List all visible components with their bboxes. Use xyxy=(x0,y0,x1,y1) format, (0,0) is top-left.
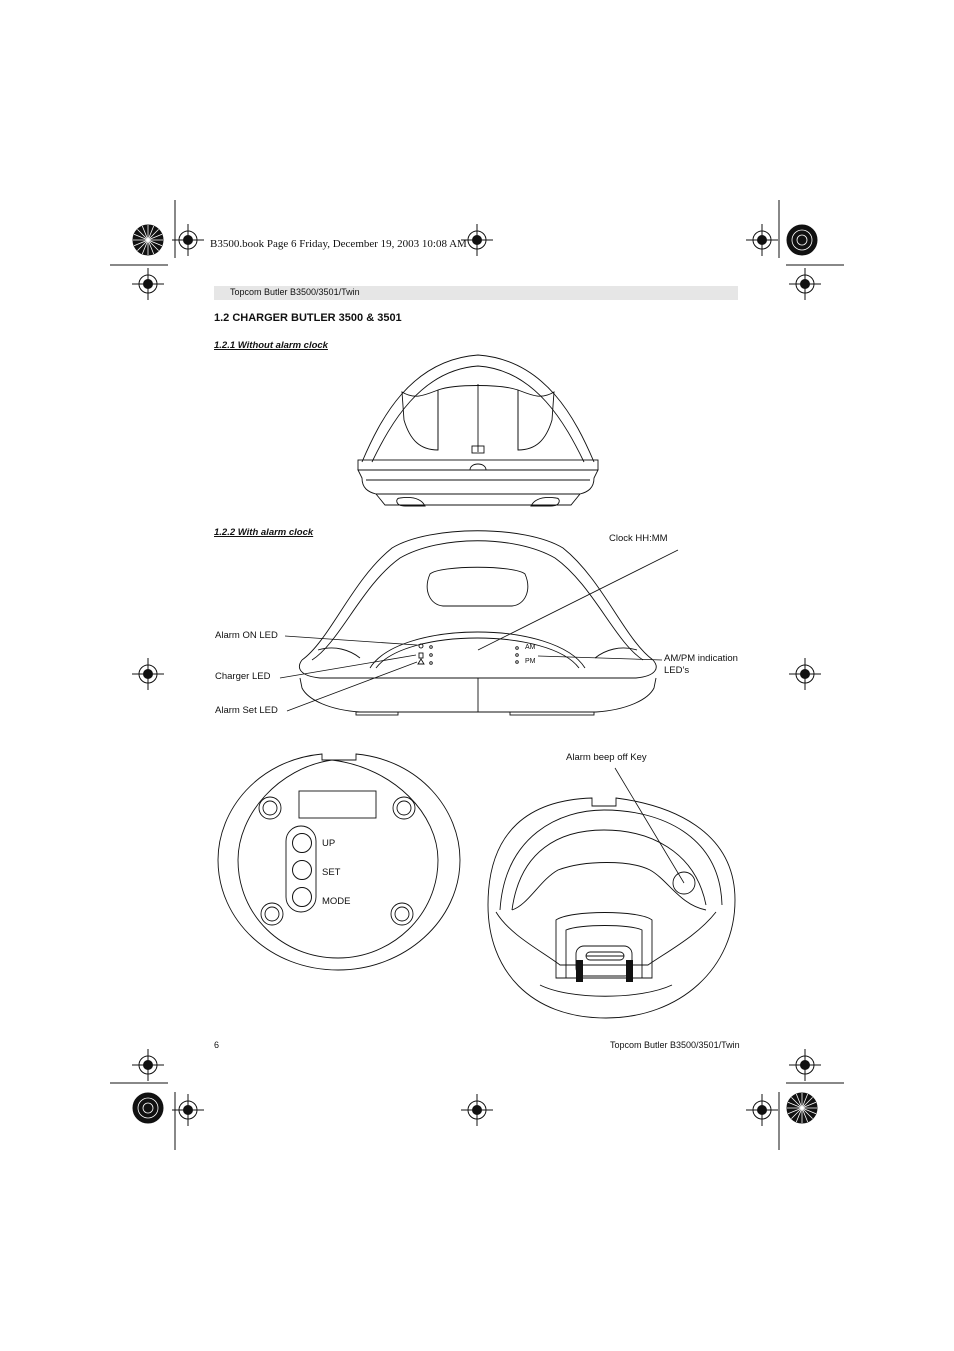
pm-label: PM xyxy=(525,658,536,665)
print-slug: B3500.book Page 6 Friday, December 19, 2003 10:08 AM xyxy=(210,238,467,250)
subsection-without-alarm: 1.2.1 Without alarm clock xyxy=(214,340,328,351)
callout-clock: Clock HH:MM xyxy=(609,533,668,544)
section-title: 1.2 CHARGER BUTLER 3500 & 3501 xyxy=(214,312,402,324)
set-button xyxy=(292,860,312,880)
charger-with-alarm-drawing xyxy=(280,531,678,715)
mode-button xyxy=(292,887,312,907)
callout-charger-led: Charger LED xyxy=(215,671,271,682)
charger-without-alarm-drawing xyxy=(358,355,598,506)
bottom-view-drawing xyxy=(218,754,460,970)
page-number: 6 xyxy=(214,1040,220,1050)
up-button xyxy=(292,833,312,853)
subsection-with-alarm: 1.2.2 With alarm clock xyxy=(214,527,314,538)
mode-label: MODE xyxy=(322,896,351,907)
callout-alarm-set-led: Alarm Set LED xyxy=(215,705,278,716)
running-footer: Topcom Butler B3500/3501/Twin xyxy=(610,1040,740,1050)
led-indicators xyxy=(418,644,518,664)
up-label: UP xyxy=(322,838,336,849)
top-view-drawing xyxy=(488,768,735,1018)
set-label: SET xyxy=(322,867,341,878)
callout-ampm-line1: AM/PM indication xyxy=(664,653,738,664)
running-header: Topcom Butler B3500/3501/Twin xyxy=(230,287,360,297)
callout-alarm-on-led: Alarm ON LED xyxy=(215,630,278,641)
am-label: AM xyxy=(525,644,536,651)
callout-ampm-line2: LED’s xyxy=(664,665,690,676)
callout-alarm-beep-off: Alarm beep off Key xyxy=(566,752,647,763)
